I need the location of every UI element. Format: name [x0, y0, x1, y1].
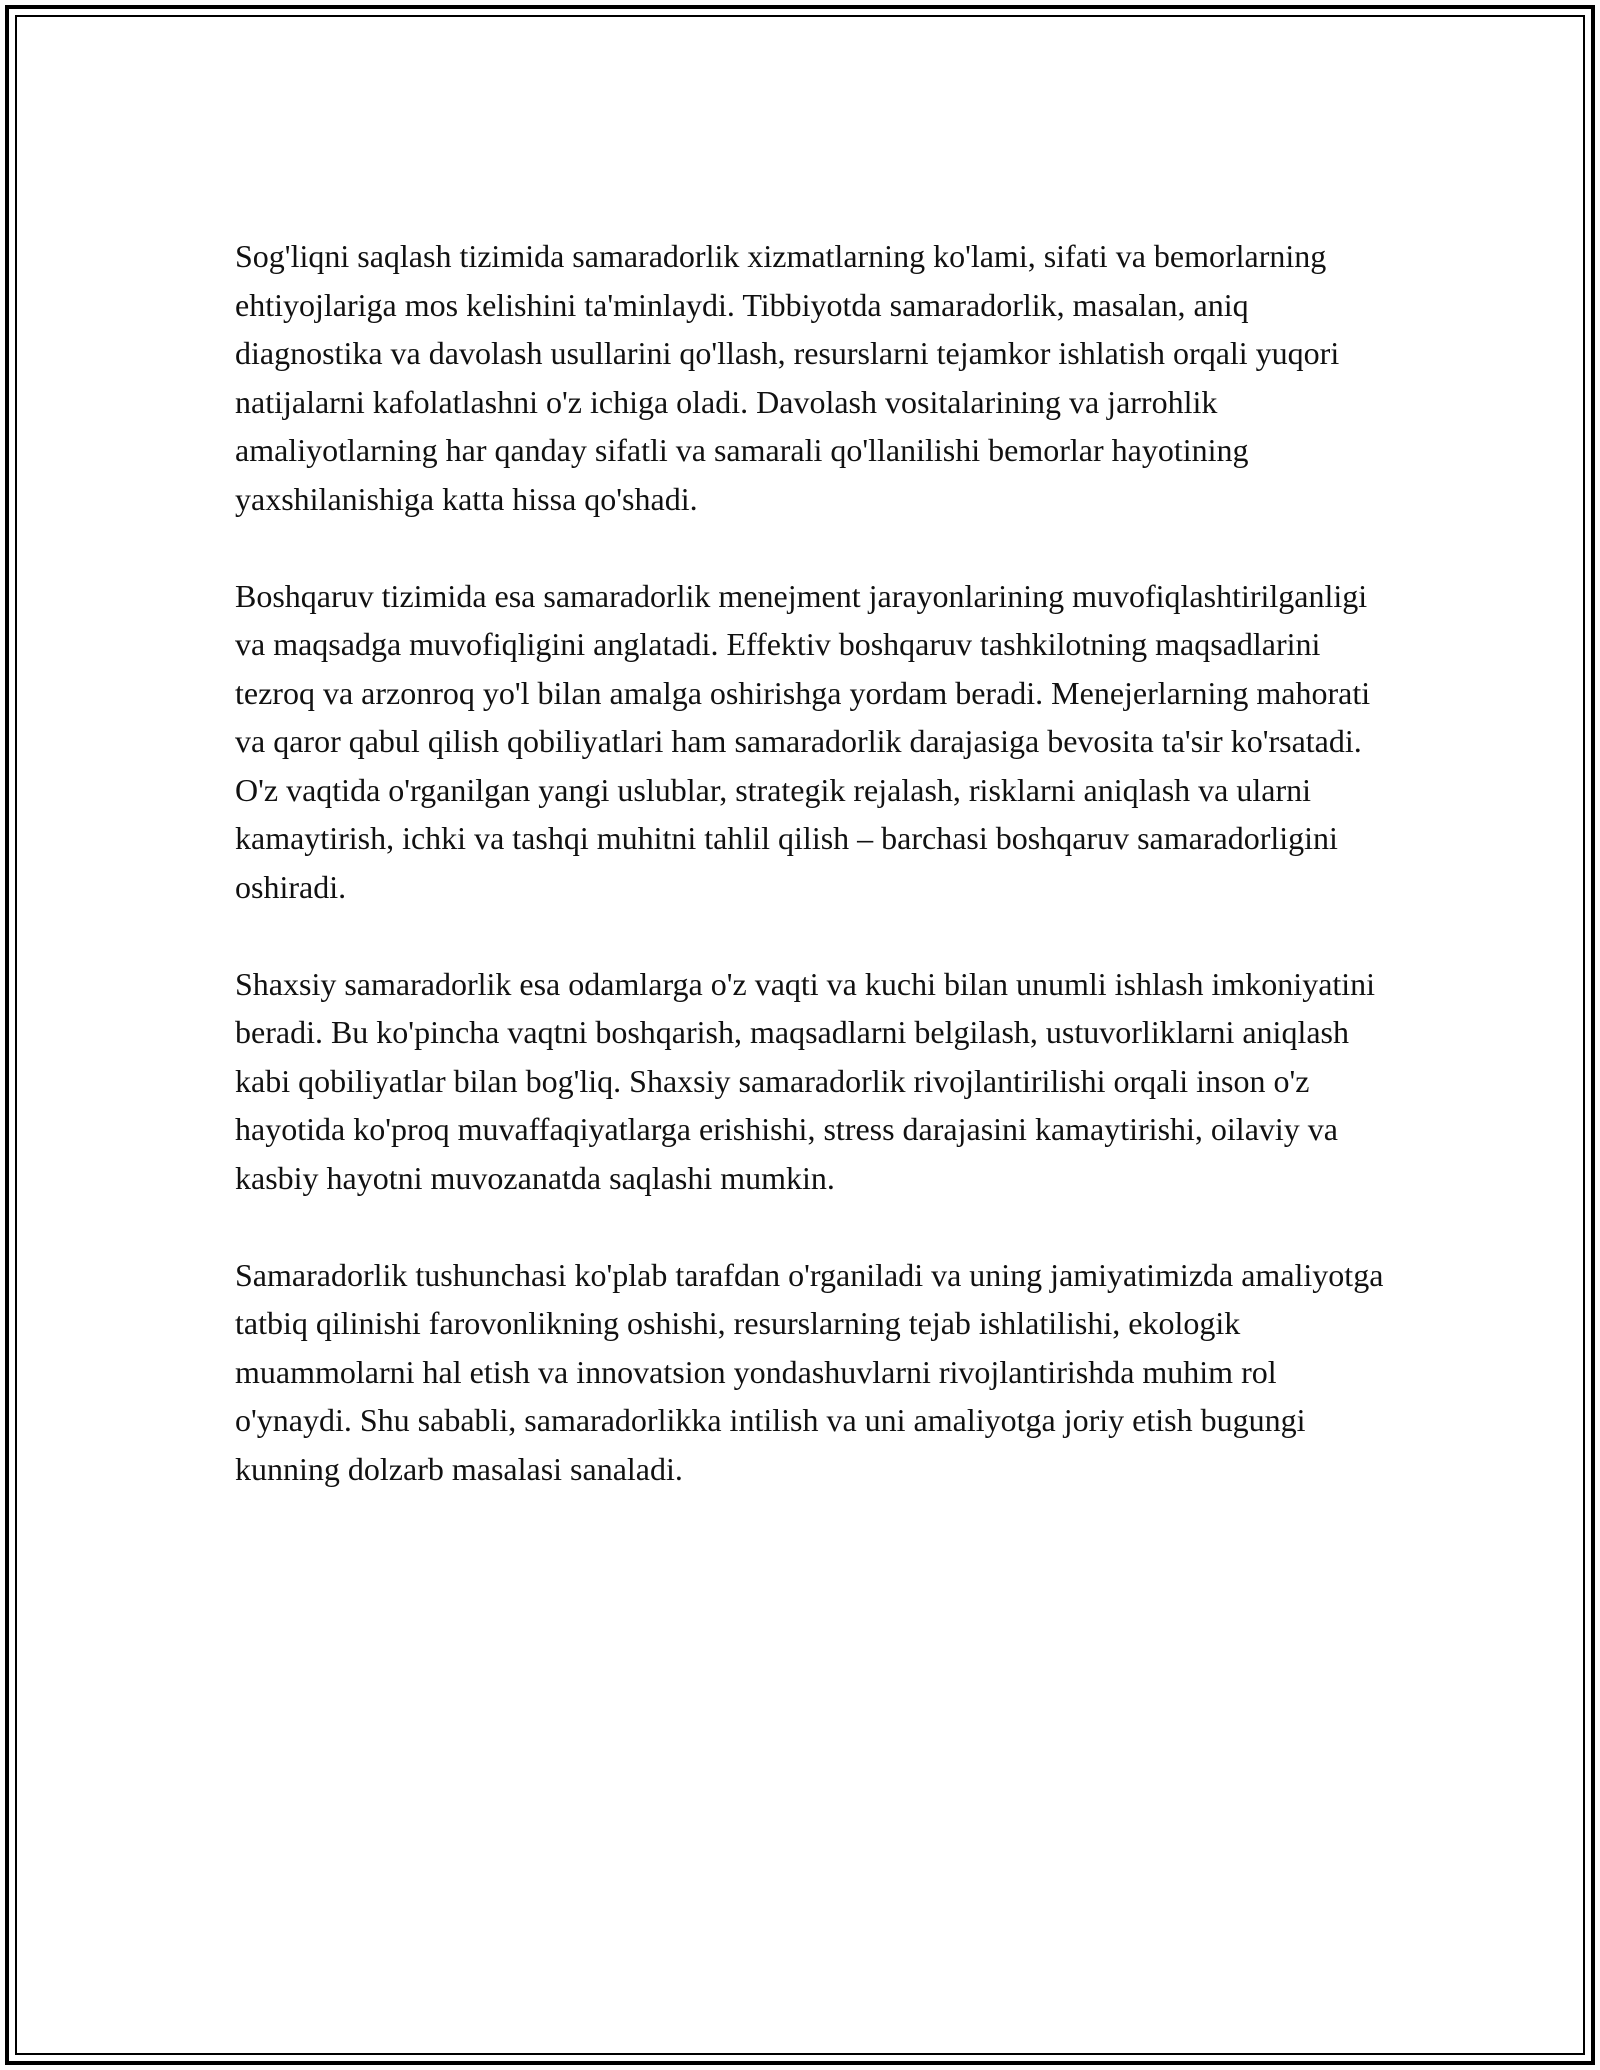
- paragraph-management: Boshqaruv tizimida esa samaradorlik menejment jarayonlarining muvofiqlashtirilganligi va maqsadga muvofiqligini anglatadi. Effektiv boshqaruv tashkilotning maqsadlarini tezroq va arzonroq yo'l bilan amalga oshirishga yordam beradi. Menejerlarning mahorati va qaror qabul qilish qobiliyatlari ham samaradorlik darajasiga bevosita ta'sir ko'rsatadi. O'z vaqtida o'rganilgan yangi uslublar, strategik rejalash, risklarni aniqlash va ularni kamaytirish, ichki va tashqi muhitni tahlil qilish – barchasi boshqaruv samaradorligini oshiradi.: [235, 577, 1371, 905]
- paragraph-personal: Shaxsiy samaradorlik esa odamlarga o'z vaqti va kuchi bilan unumli ishlash imkoniyatini beradi. Bu ko'pincha vaqtni boshqarish, maqsadlarni belgilash, ustuvorliklarni aniqlash kabi qobiliyatlar bilan bog'liq. Shaxsiy samaradorlik rivojlantirilishi orqali inson o'z hayotida ko'proq muvaffaqiyatlarga erishishi, stress darajasini kamaytirishi, oilaviy va kasbiy hayotni muvozanatda saqlashi mumkin.: [235, 965, 1376, 1196]
- paragraph-healthcare: Sog'liqni saqlash tizimida samaradorlik xizmatlarning ko'lami, sifati va bemorlarning ehtiyojlariga mos kelishini ta'minlaydi. Tibbiyotda samaradorlik, masalan, aniq diagnostika va davolash usullarini qo'llash, resurslarni tejamkor ishlatish orqali yuqori natijalarni kafolatlashni o'z ichiga oladi. Davolash vositalarining va jarrohlik amaliyotlarning har qanday sifatli va samarali qo'llanilishi bemorlar hayotining yaxshilanishiga katta hissa qo'shadi.: [235, 238, 1340, 517]
- document-body: [235, 232, 1385, 1542]
- paragraph-society: Samaradorlik tushunchasi ko'plab tarafdan o'rganiladi va uning jamiyatimizda amaliyotga tatbiq qilinishi farovonlikning oshishi, resurslarning tejab ishlatilishi, ekologik muammolarni hal etish va innovatsion yondashuvlarni rivojlantirishda muhim rol o'ynaydi. Shu sababli, samaradorlikka intilish va uni amaliyotga joriy etish bugungi kunning dolzarb masalasi sanaladi.: [235, 1256, 1384, 1487]
